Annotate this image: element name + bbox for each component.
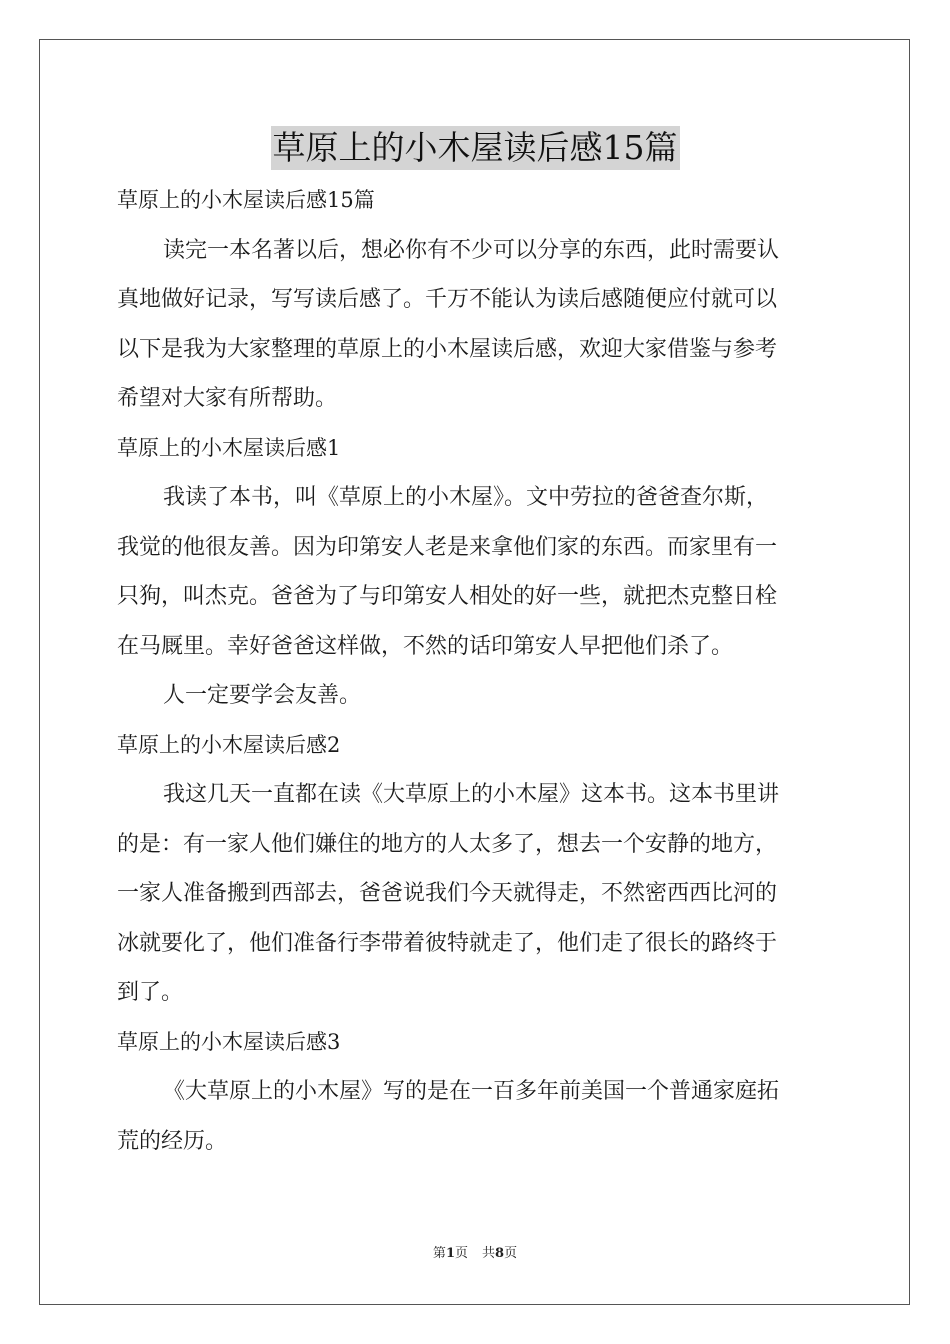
body-line: 希望对大家有所帮助。 (117, 386, 338, 411)
section-heading: 草原上的小木屋读后感1 (117, 435, 341, 460)
body-line: 到了。 (117, 980, 184, 1005)
body-line: 一家人准备搬到西部去，爸爸说我们今天就得走，不然密西西比河的 (117, 881, 778, 906)
body-line: 我读了本书，叫《草原上的小木屋》。文中劳拉的爸爸查尔斯， (163, 485, 769, 510)
section-heading: 草原上的小木屋读后感15篇 (117, 188, 375, 212)
body-line: 以下是我为大家整理的草原上的小木屋读后感，欢迎大家借鉴与参考 (117, 336, 778, 362)
body-line: 只狗，叫杰克。爸爸为了与印第安人相处的好一些，就把杰克整日栓 (117, 584, 778, 609)
body-line: 我觉的他很友善。因为印第安人老是来拿他们家的东西。而家里有一 (117, 534, 778, 560)
body-line: 我这几天一直都在读《大草原上的小木屋》这本书。这本书里讲 (163, 782, 780, 807)
section-heading: 草原上的小木屋读后感3 (117, 1029, 341, 1054)
body-line: 荒的经历。 (117, 1128, 228, 1154)
title-container (0, 126, 950, 170)
body-line: 读完一本名著以后，想必你有不少可以分享的东西，此时需要认 (163, 237, 780, 263)
document-title: 草原上的小木屋读后感15篇 (271, 126, 680, 170)
body-line: 冰就要化了，他们准备行李带着彼特就走了，他们走了很长的路终于 (117, 930, 778, 956)
body-line: 在马厩里。幸好爸爸这样做，不然的话印第安人早把他们杀了。 (117, 633, 734, 659)
section-heading: 草原上的小木屋读后感2 (117, 732, 341, 757)
body-line: 《大草原上的小木屋》写的是在一百多年前美国一个普通家庭拓 (163, 1079, 780, 1104)
body-line: 人一定要学会友善。 (163, 683, 362, 708)
total-prefix: 共 (482, 1246, 496, 1261)
page-footer (0, 1244, 950, 1264)
page-suffix: 页 (454, 1246, 468, 1261)
body-line: 的是：有一家人他们嫌住的地方的人太多了，想去一个安静的地方， (117, 831, 778, 857)
page-prefix: 第 (432, 1246, 446, 1261)
page-current: 1 (445, 1246, 455, 1261)
total-suffix: 页 (504, 1246, 518, 1261)
document-body (117, 176, 835, 1166)
body-line: 真地做好记录，写写读后感了。千万不能认为读后感随便应付就可以 (117, 287, 778, 312)
page-total: 8 (495, 1246, 505, 1261)
